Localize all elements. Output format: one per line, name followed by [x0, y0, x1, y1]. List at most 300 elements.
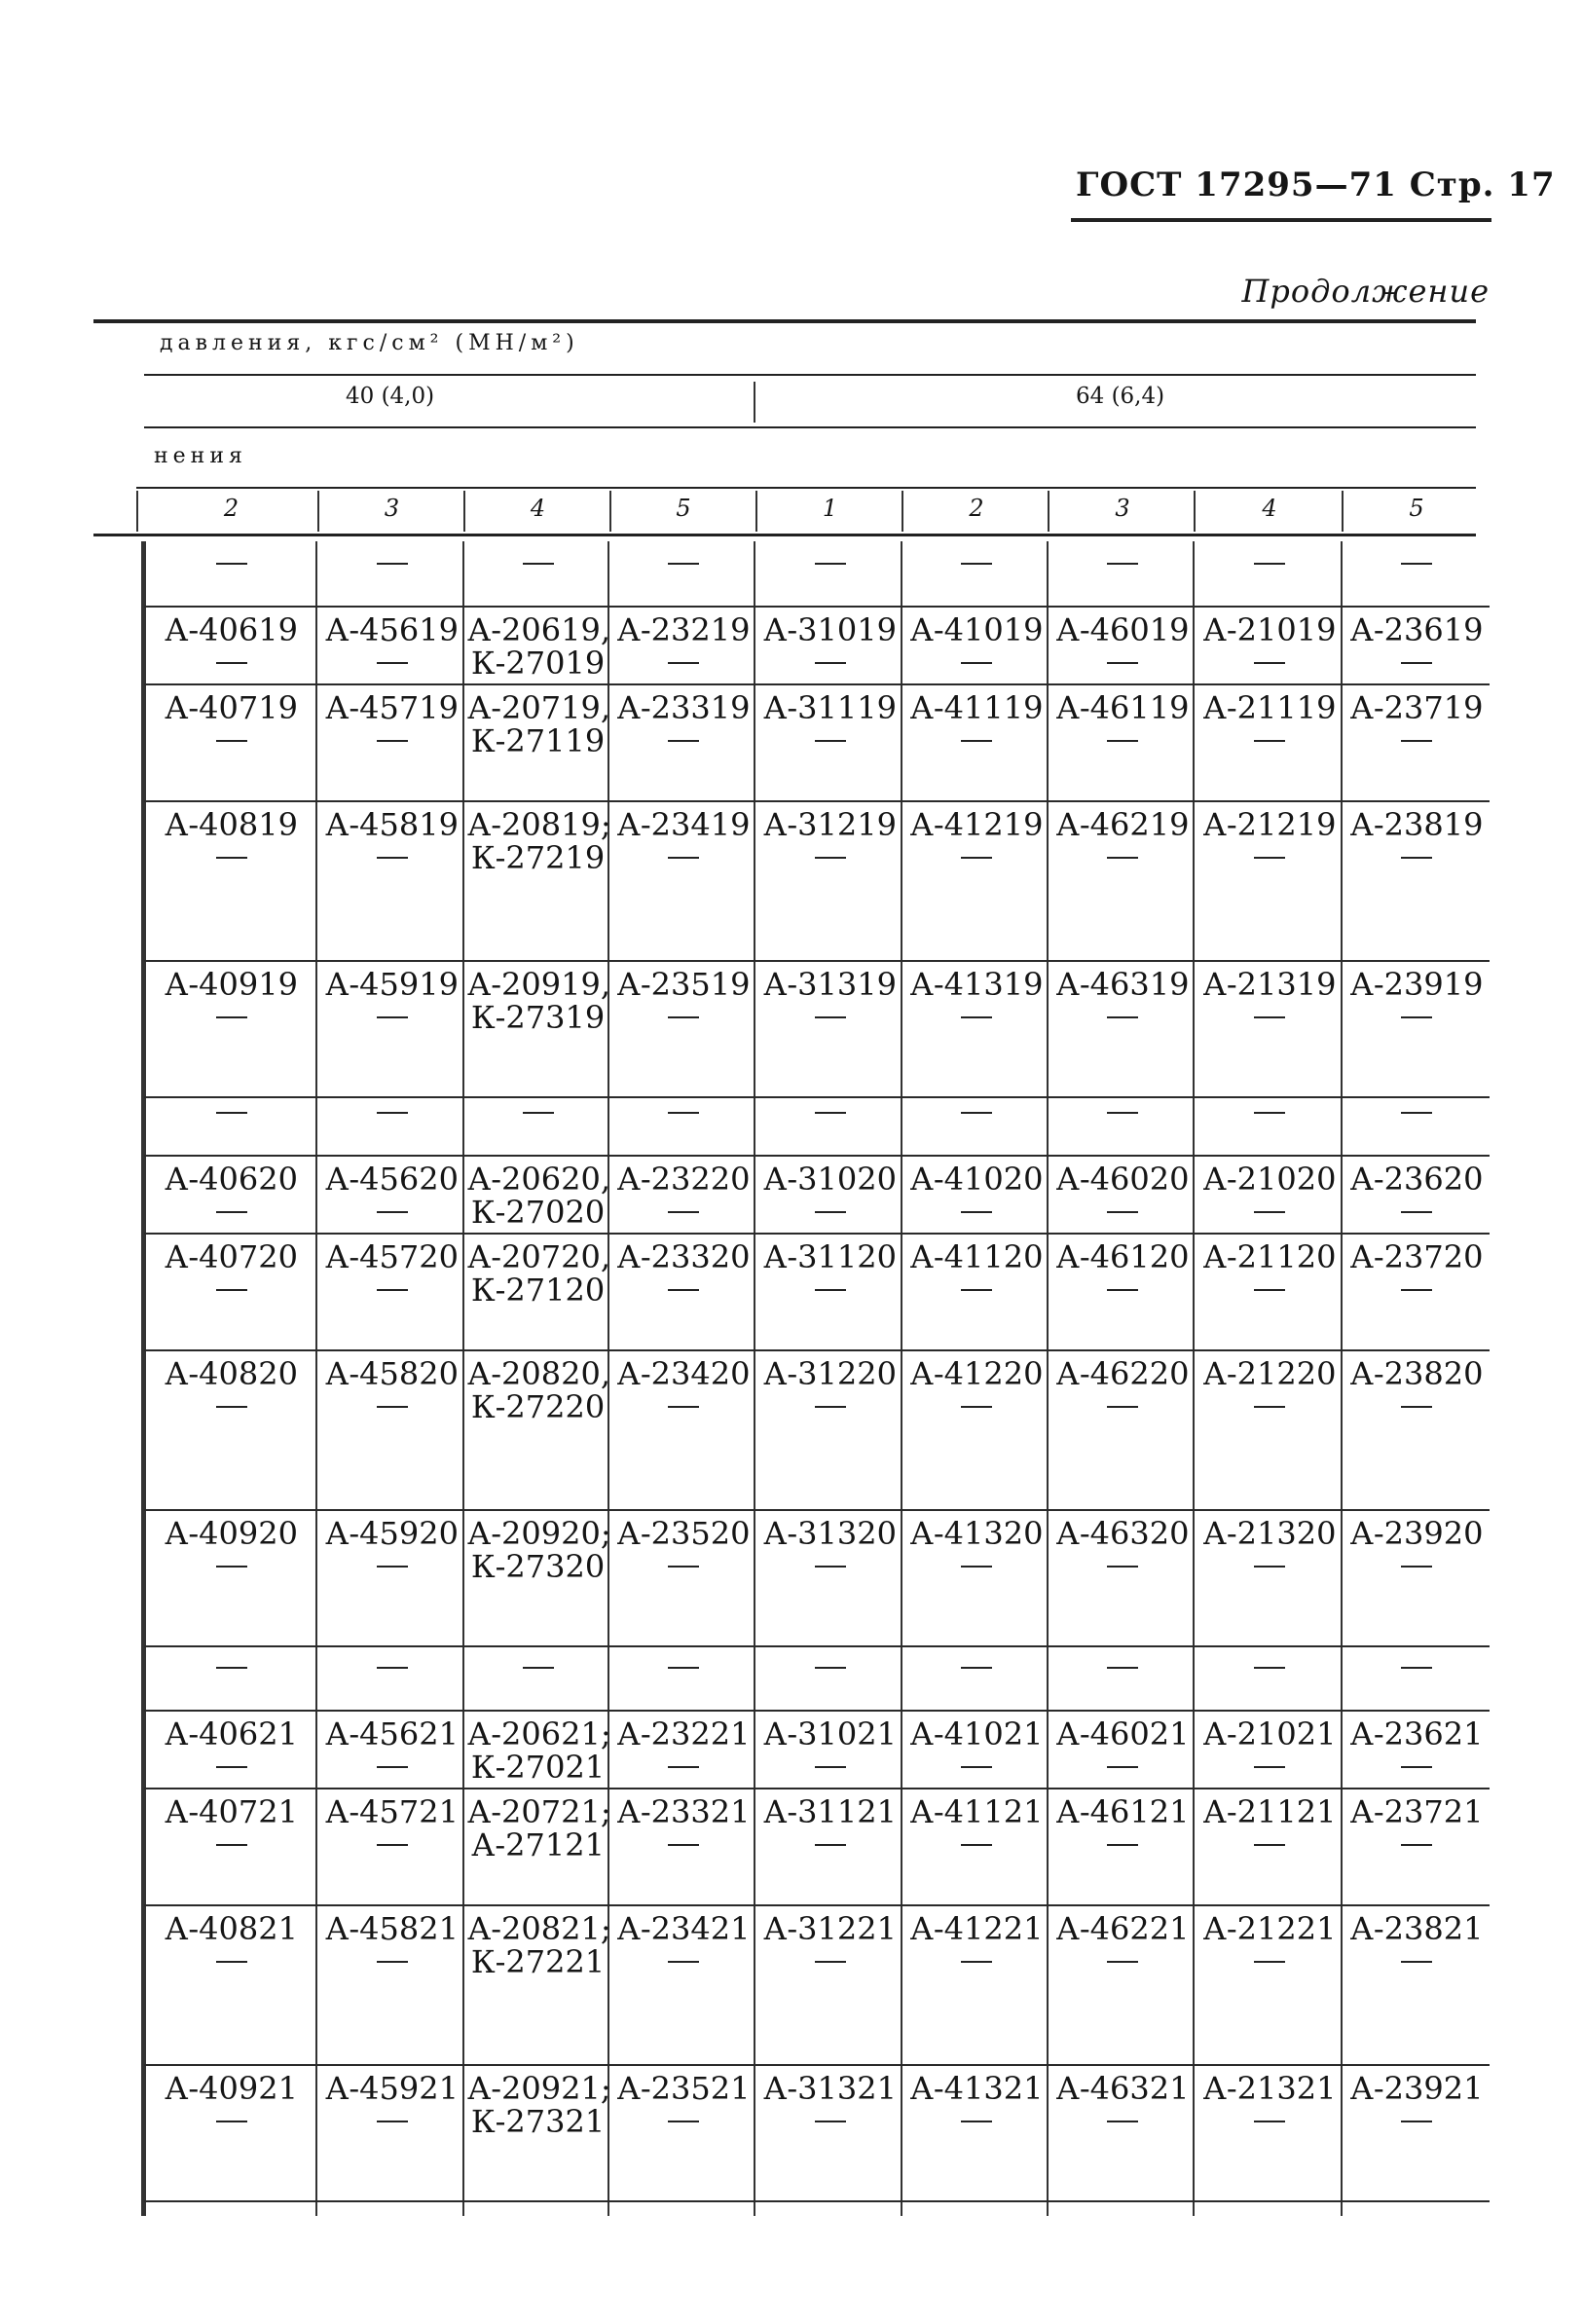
empty-dash	[668, 1211, 699, 1213]
part-code: А-40819	[165, 806, 298, 843]
empty-dash	[1254, 1289, 1285, 1291]
empty-dash	[1254, 1016, 1285, 1018]
table-cell	[1345, 1515, 1488, 1593]
part-code: А-31321	[763, 2070, 897, 2107]
part-code: А-23319	[616, 689, 751, 726]
table-cell	[758, 1910, 902, 1988]
top-dash	[523, 1667, 554, 1669]
part-code: А-21020	[1202, 1161, 1337, 1198]
table-cell	[467, 689, 611, 767]
table-cell	[146, 1161, 316, 1238]
top-dash	[815, 1667, 846, 1669]
top-dash	[961, 563, 992, 565]
empty-dash	[815, 1961, 846, 1963]
row-rule	[144, 606, 1490, 608]
empty-dash	[668, 2121, 699, 2122]
empty-dash	[216, 1289, 247, 1291]
part-code: А-41119	[909, 689, 1044, 726]
part-code: А-21220	[1202, 1355, 1337, 1392]
table-cell	[1051, 2070, 1194, 2148]
part-code: А-45921	[325, 2070, 459, 2107]
table-cell	[146, 1910, 316, 1988]
row-rule	[144, 1710, 1490, 1712]
empty-dash	[216, 857, 247, 859]
table-cell	[612, 1715, 755, 1793]
part-code: А-41319	[909, 966, 1044, 1003]
column-number: 1	[822, 495, 838, 522]
empty-dash	[377, 1566, 408, 1568]
part-code: А-46219	[1055, 806, 1190, 843]
top-dash	[1107, 1667, 1138, 1669]
empty-dash	[1254, 740, 1285, 742]
column-number-divider	[1342, 491, 1344, 532]
empty-dash	[961, 1016, 992, 1018]
table-cell	[905, 611, 1048, 689]
part-code: А-41321	[909, 2070, 1044, 2107]
table-cell	[905, 2070, 1048, 2148]
part-code: А-40920	[165, 1515, 298, 1552]
part-code: А-23321	[616, 1793, 751, 1830]
table-cell	[612, 2070, 755, 2148]
empty-dash	[1401, 1566, 1432, 1568]
empty-dash	[1107, 1566, 1138, 1568]
top-dash	[216, 1112, 247, 1114]
continuation-label: Продолжение	[1241, 273, 1490, 310]
table-cell	[1197, 2070, 1342, 2148]
table-cell	[905, 1238, 1048, 1316]
top-dash	[815, 563, 846, 565]
empty-dash	[1107, 2121, 1138, 2122]
empty-dash	[961, 1844, 992, 1846]
part-code: А-45620	[325, 1161, 459, 1198]
page-header: ГОСТ 17295—71 Стр. 17	[1076, 166, 1556, 204]
table-cell	[612, 1238, 755, 1316]
part-code: А-20821;	[467, 1910, 611, 1947]
table-cell	[146, 1515, 316, 1593]
part-code: А-20820,	[467, 1355, 611, 1392]
empty-dash	[668, 1844, 699, 1846]
empty-dash	[377, 1961, 408, 1963]
top-dash	[1401, 1667, 1432, 1669]
part-code: А-40719	[165, 689, 298, 726]
table-cell	[1051, 1910, 1194, 1988]
part-code: А-23220	[616, 1161, 751, 1198]
table-cell	[467, 806, 611, 884]
table-cell	[467, 1515, 611, 1593]
empty-dash	[668, 1289, 699, 1291]
part-code: А-23819	[1349, 806, 1484, 843]
table-cell	[905, 966, 1048, 1044]
table-cell	[320, 1161, 463, 1238]
part-code: А-45819	[325, 806, 459, 843]
empty-dash	[216, 1961, 247, 1963]
part-code: А-31019	[763, 611, 897, 648]
group-rule	[144, 426, 1476, 428]
part-code: А-40919	[165, 966, 298, 1003]
part-code: А-41219	[909, 806, 1044, 843]
part-code: А-21321	[1202, 2070, 1337, 2107]
part-code: А-46221	[1055, 1910, 1190, 1947]
part-code-second: К-27120	[470, 1272, 606, 1309]
top-dash	[377, 1667, 408, 1669]
table-cell	[758, 689, 902, 767]
part-code-second: К-27321	[470, 2103, 606, 2140]
table-cell	[1345, 2070, 1488, 2148]
table-cell	[1197, 806, 1342, 884]
header-rule	[1071, 218, 1491, 222]
column-number-divider	[755, 491, 757, 532]
table-cell	[467, 1910, 611, 1988]
table-cell	[1345, 1355, 1488, 1433]
column-number-divider	[317, 491, 319, 532]
part-code: А-23619	[1349, 611, 1484, 648]
table-cell	[1345, 1238, 1488, 1316]
empty-dash	[1401, 1406, 1432, 1408]
empty-dash	[961, 1566, 992, 1568]
part-code: А-46319	[1055, 966, 1190, 1003]
table-cell	[146, 1715, 316, 1793]
table-cell	[1051, 806, 1194, 884]
part-code: А-41320	[909, 1515, 1044, 1552]
table-cell	[905, 1515, 1048, 1593]
top-dash	[668, 563, 699, 565]
empty-dash	[1401, 662, 1432, 664]
row-rule	[144, 683, 1490, 685]
part-code: А-20921;	[467, 2070, 611, 2107]
part-code: А-20719,	[467, 689, 611, 726]
empty-dash	[815, 857, 846, 859]
empty-dash	[216, 1766, 247, 1768]
table-cell	[467, 1161, 611, 1238]
part-code-second: К-27221	[470, 1943, 606, 1980]
table-cell	[612, 1515, 755, 1593]
part-code: А-21221	[1202, 1910, 1337, 1947]
table-cell	[146, 611, 316, 689]
row-rule	[144, 960, 1490, 962]
row-rule	[144, 1788, 1490, 1789]
sub-label: нения	[154, 444, 247, 468]
table-cell	[612, 611, 755, 689]
part-code: А-31120	[763, 1238, 897, 1275]
table-cell	[467, 2070, 611, 2148]
column-number: 5	[676, 495, 691, 522]
part-code: А-46020	[1055, 1161, 1190, 1198]
part-code: А-23421	[616, 1910, 751, 1947]
part-code: А-23820	[1349, 1355, 1484, 1392]
part-code: А-23719	[1349, 689, 1484, 726]
table-top-rule	[93, 319, 1476, 323]
empty-dash	[377, 2121, 408, 2122]
empty-dash	[216, 1844, 247, 1846]
top-dash	[1401, 1112, 1432, 1114]
part-code: А-31221	[763, 1910, 897, 1947]
part-code: А-23519	[616, 966, 751, 1003]
table-cell	[1345, 689, 1488, 767]
part-code: А-45720	[325, 1238, 459, 1275]
table-cell	[612, 689, 755, 767]
part-code: А-46321	[1055, 2070, 1190, 2107]
empty-dash	[377, 1289, 408, 1291]
column-number-divider	[463, 491, 465, 532]
table-cell	[146, 689, 316, 767]
table-cell	[146, 1238, 316, 1316]
empty-dash	[815, 1844, 846, 1846]
part-code: А-21320	[1202, 1515, 1337, 1552]
table-cell	[905, 1910, 1048, 1988]
table-cell	[320, 1910, 463, 1988]
empty-dash	[815, 1211, 846, 1213]
part-code: А-31219	[763, 806, 897, 843]
table-cell	[320, 2070, 463, 2148]
table-cell	[758, 1793, 902, 1871]
empty-dash	[377, 1211, 408, 1213]
empty-dash	[668, 1566, 699, 1568]
table-cell	[1051, 1515, 1194, 1593]
empty-dash	[815, 1766, 846, 1768]
table-cell	[905, 1355, 1048, 1433]
table-cell	[612, 966, 755, 1044]
part-code: А-45619	[325, 611, 459, 648]
empty-dash	[1107, 1016, 1138, 1018]
table-cell	[467, 611, 611, 689]
empty-dash	[961, 2121, 992, 2122]
top-dash	[961, 1667, 992, 1669]
part-code: А-40921	[165, 2070, 298, 2107]
table-cell	[1197, 1238, 1342, 1316]
part-code: А-23720	[1349, 1238, 1484, 1275]
part-code: А-40721	[165, 1793, 298, 1830]
table-cell	[1345, 611, 1488, 689]
table-cell	[1197, 1793, 1342, 1871]
table-cell	[758, 1161, 902, 1238]
table-cell	[612, 1161, 755, 1238]
part-code: А-23219	[616, 611, 751, 648]
top-dash	[1401, 563, 1432, 565]
table-cell	[146, 2070, 316, 2148]
part-code-second: К-27119	[470, 722, 606, 759]
empty-dash	[377, 740, 408, 742]
part-code: А-31319	[763, 966, 897, 1003]
part-code: А-46320	[1055, 1515, 1190, 1552]
table-cell	[1197, 1515, 1342, 1593]
part-code: А-40821	[165, 1910, 298, 1947]
part-code: А-41121	[909, 1793, 1044, 1830]
table-cell	[320, 1793, 463, 1871]
part-code: А-45820	[325, 1355, 459, 1392]
part-code: А-40620	[165, 1161, 298, 1198]
part-code-second: К-27319	[470, 999, 606, 1036]
table-cell	[1197, 1161, 1342, 1238]
part-code-second: К-27021	[470, 1749, 606, 1786]
table-cell	[1197, 1355, 1342, 1433]
part-code: А-40619	[165, 611, 298, 648]
top-dash	[961, 1112, 992, 1114]
row-rule	[144, 2064, 1490, 2066]
table-cell	[1051, 1355, 1194, 1433]
top-dash	[377, 1112, 408, 1114]
empty-dash	[216, 1016, 247, 1018]
table-cell	[1345, 806, 1488, 884]
empty-dash	[1401, 1211, 1432, 1213]
table-cell	[467, 1715, 611, 1793]
column-number: 4	[1262, 495, 1277, 522]
table-cell	[758, 1238, 902, 1316]
pressure-group-40: 40 (4,0)	[346, 384, 435, 409]
part-code: А-21021	[1202, 1715, 1337, 1752]
table-cell	[1051, 611, 1194, 689]
part-code: А-41220	[909, 1355, 1044, 1392]
empty-dash	[1107, 857, 1138, 859]
empty-dash	[668, 857, 699, 859]
column-number-divider	[609, 491, 611, 532]
empty-dash	[216, 1211, 247, 1213]
part-code: А-21219	[1202, 806, 1337, 843]
table-cell	[1051, 689, 1194, 767]
empty-dash	[377, 1844, 408, 1846]
empty-dash	[1401, 1766, 1432, 1768]
part-code: А-23621	[1349, 1715, 1484, 1752]
part-code: А-21319	[1202, 966, 1337, 1003]
colnum-top-rule	[136, 487, 1476, 489]
empty-dash	[668, 1766, 699, 1768]
row-rule	[144, 1509, 1490, 1511]
part-code: А-20919,	[467, 966, 611, 1003]
empty-dash	[1254, 1406, 1285, 1408]
table-cell	[1345, 1910, 1488, 1988]
column-number-divider	[1048, 491, 1049, 532]
empty-dash	[377, 1016, 408, 1018]
part-code: А-23419	[616, 806, 751, 843]
top-dash	[523, 1112, 554, 1114]
table-cell	[758, 966, 902, 1044]
empty-dash	[668, 1961, 699, 1963]
part-code-second: К-27220	[470, 1388, 606, 1425]
empty-dash	[815, 1289, 846, 1291]
empty-dash	[1254, 1566, 1285, 1568]
top-dash	[1254, 1112, 1285, 1114]
empty-dash	[815, 1566, 846, 1568]
empty-dash	[961, 857, 992, 859]
table-cell	[1345, 1793, 1488, 1871]
empty-dash	[668, 1406, 699, 1408]
table-cell	[1197, 966, 1342, 1044]
table-cell	[320, 1355, 463, 1433]
part-code: А-40621	[165, 1715, 298, 1752]
part-code: А-21120	[1202, 1238, 1337, 1275]
column-number: 2	[969, 495, 984, 522]
part-code-second: К-27320	[470, 1548, 606, 1585]
table-cell	[320, 611, 463, 689]
empty-dash	[1401, 1016, 1432, 1018]
part-code: А-31121	[763, 1793, 897, 1830]
top-dash	[523, 563, 554, 565]
empty-dash	[1254, 662, 1285, 664]
empty-dash	[1107, 740, 1138, 742]
part-code-second: А-27121	[471, 1826, 605, 1863]
part-code-second: К-27019	[470, 645, 606, 682]
top-dash	[668, 1667, 699, 1669]
empty-dash	[1107, 1406, 1138, 1408]
part-code: А-41120	[909, 1238, 1044, 1275]
table-cell	[905, 1793, 1048, 1871]
colnum-bottom-rule	[93, 534, 1476, 536]
empty-dash	[668, 1016, 699, 1018]
part-code: А-45721	[325, 1793, 459, 1830]
table-cell	[1345, 966, 1488, 1044]
table-cell	[758, 1715, 902, 1793]
part-code: А-23620	[1349, 1161, 1484, 1198]
table-cell	[467, 1793, 611, 1871]
part-code-second: К-27219	[470, 839, 606, 876]
top-dash	[1254, 1667, 1285, 1669]
row-rule	[144, 1155, 1490, 1157]
column-number-left-edge	[136, 491, 138, 532]
column-number: 5	[1409, 495, 1424, 522]
empty-dash	[1107, 1289, 1138, 1291]
empty-dash	[216, 2121, 247, 2122]
top-dash	[815, 1112, 846, 1114]
block-bottom-rule	[144, 2200, 1490, 2202]
part-code: А-46021	[1055, 1715, 1190, 1752]
part-code: А-23921	[1349, 2070, 1484, 2107]
empty-dash	[1401, 1289, 1432, 1291]
part-code: А-31119	[763, 689, 897, 726]
table-cell	[146, 806, 316, 884]
table-cell	[905, 1161, 1048, 1238]
empty-dash	[1107, 1844, 1138, 1846]
empty-dash	[1107, 1766, 1138, 1768]
empty-dash	[1401, 740, 1432, 742]
empty-dash	[1254, 857, 1285, 859]
part-code: А-46220	[1055, 1355, 1190, 1392]
part-code: А-40720	[165, 1238, 298, 1275]
pressure-divider	[754, 382, 755, 423]
table-cell	[1051, 1161, 1194, 1238]
empty-dash	[1254, 2121, 1285, 2122]
empty-dash	[377, 1766, 408, 1768]
table-cell	[467, 1355, 611, 1433]
table-cell	[758, 1355, 902, 1433]
table-cell	[146, 966, 316, 1044]
top-dash	[377, 563, 408, 565]
row-rule	[144, 1349, 1490, 1351]
part-code: А-23919	[1349, 966, 1484, 1003]
part-code: А-23821	[1349, 1910, 1484, 1947]
part-code: А-20721;	[467, 1793, 611, 1830]
empty-dash	[216, 740, 247, 742]
column-number: 3	[1115, 495, 1130, 522]
empty-dash	[1254, 1211, 1285, 1213]
table-cell	[758, 1515, 902, 1593]
table-cell	[758, 611, 902, 689]
top-dash	[1254, 563, 1285, 565]
top-dash	[216, 1667, 247, 1669]
pressure-label: давления, кгс/см² (МН/м²)	[160, 331, 579, 355]
part-code: А-23520	[616, 1515, 751, 1552]
part-code: А-23221	[616, 1715, 751, 1752]
part-code: А-21121	[1202, 1793, 1337, 1830]
empty-dash	[961, 1406, 992, 1408]
empty-dash	[961, 1289, 992, 1291]
part-code: А-20620,	[467, 1161, 611, 1198]
part-code: А-41221	[909, 1910, 1044, 1947]
table-cell	[905, 689, 1048, 767]
empty-dash	[961, 662, 992, 664]
empty-dash	[961, 1961, 992, 1963]
table-cell	[1197, 689, 1342, 767]
row-rule	[144, 1904, 1490, 1906]
table-cell	[467, 966, 611, 1044]
